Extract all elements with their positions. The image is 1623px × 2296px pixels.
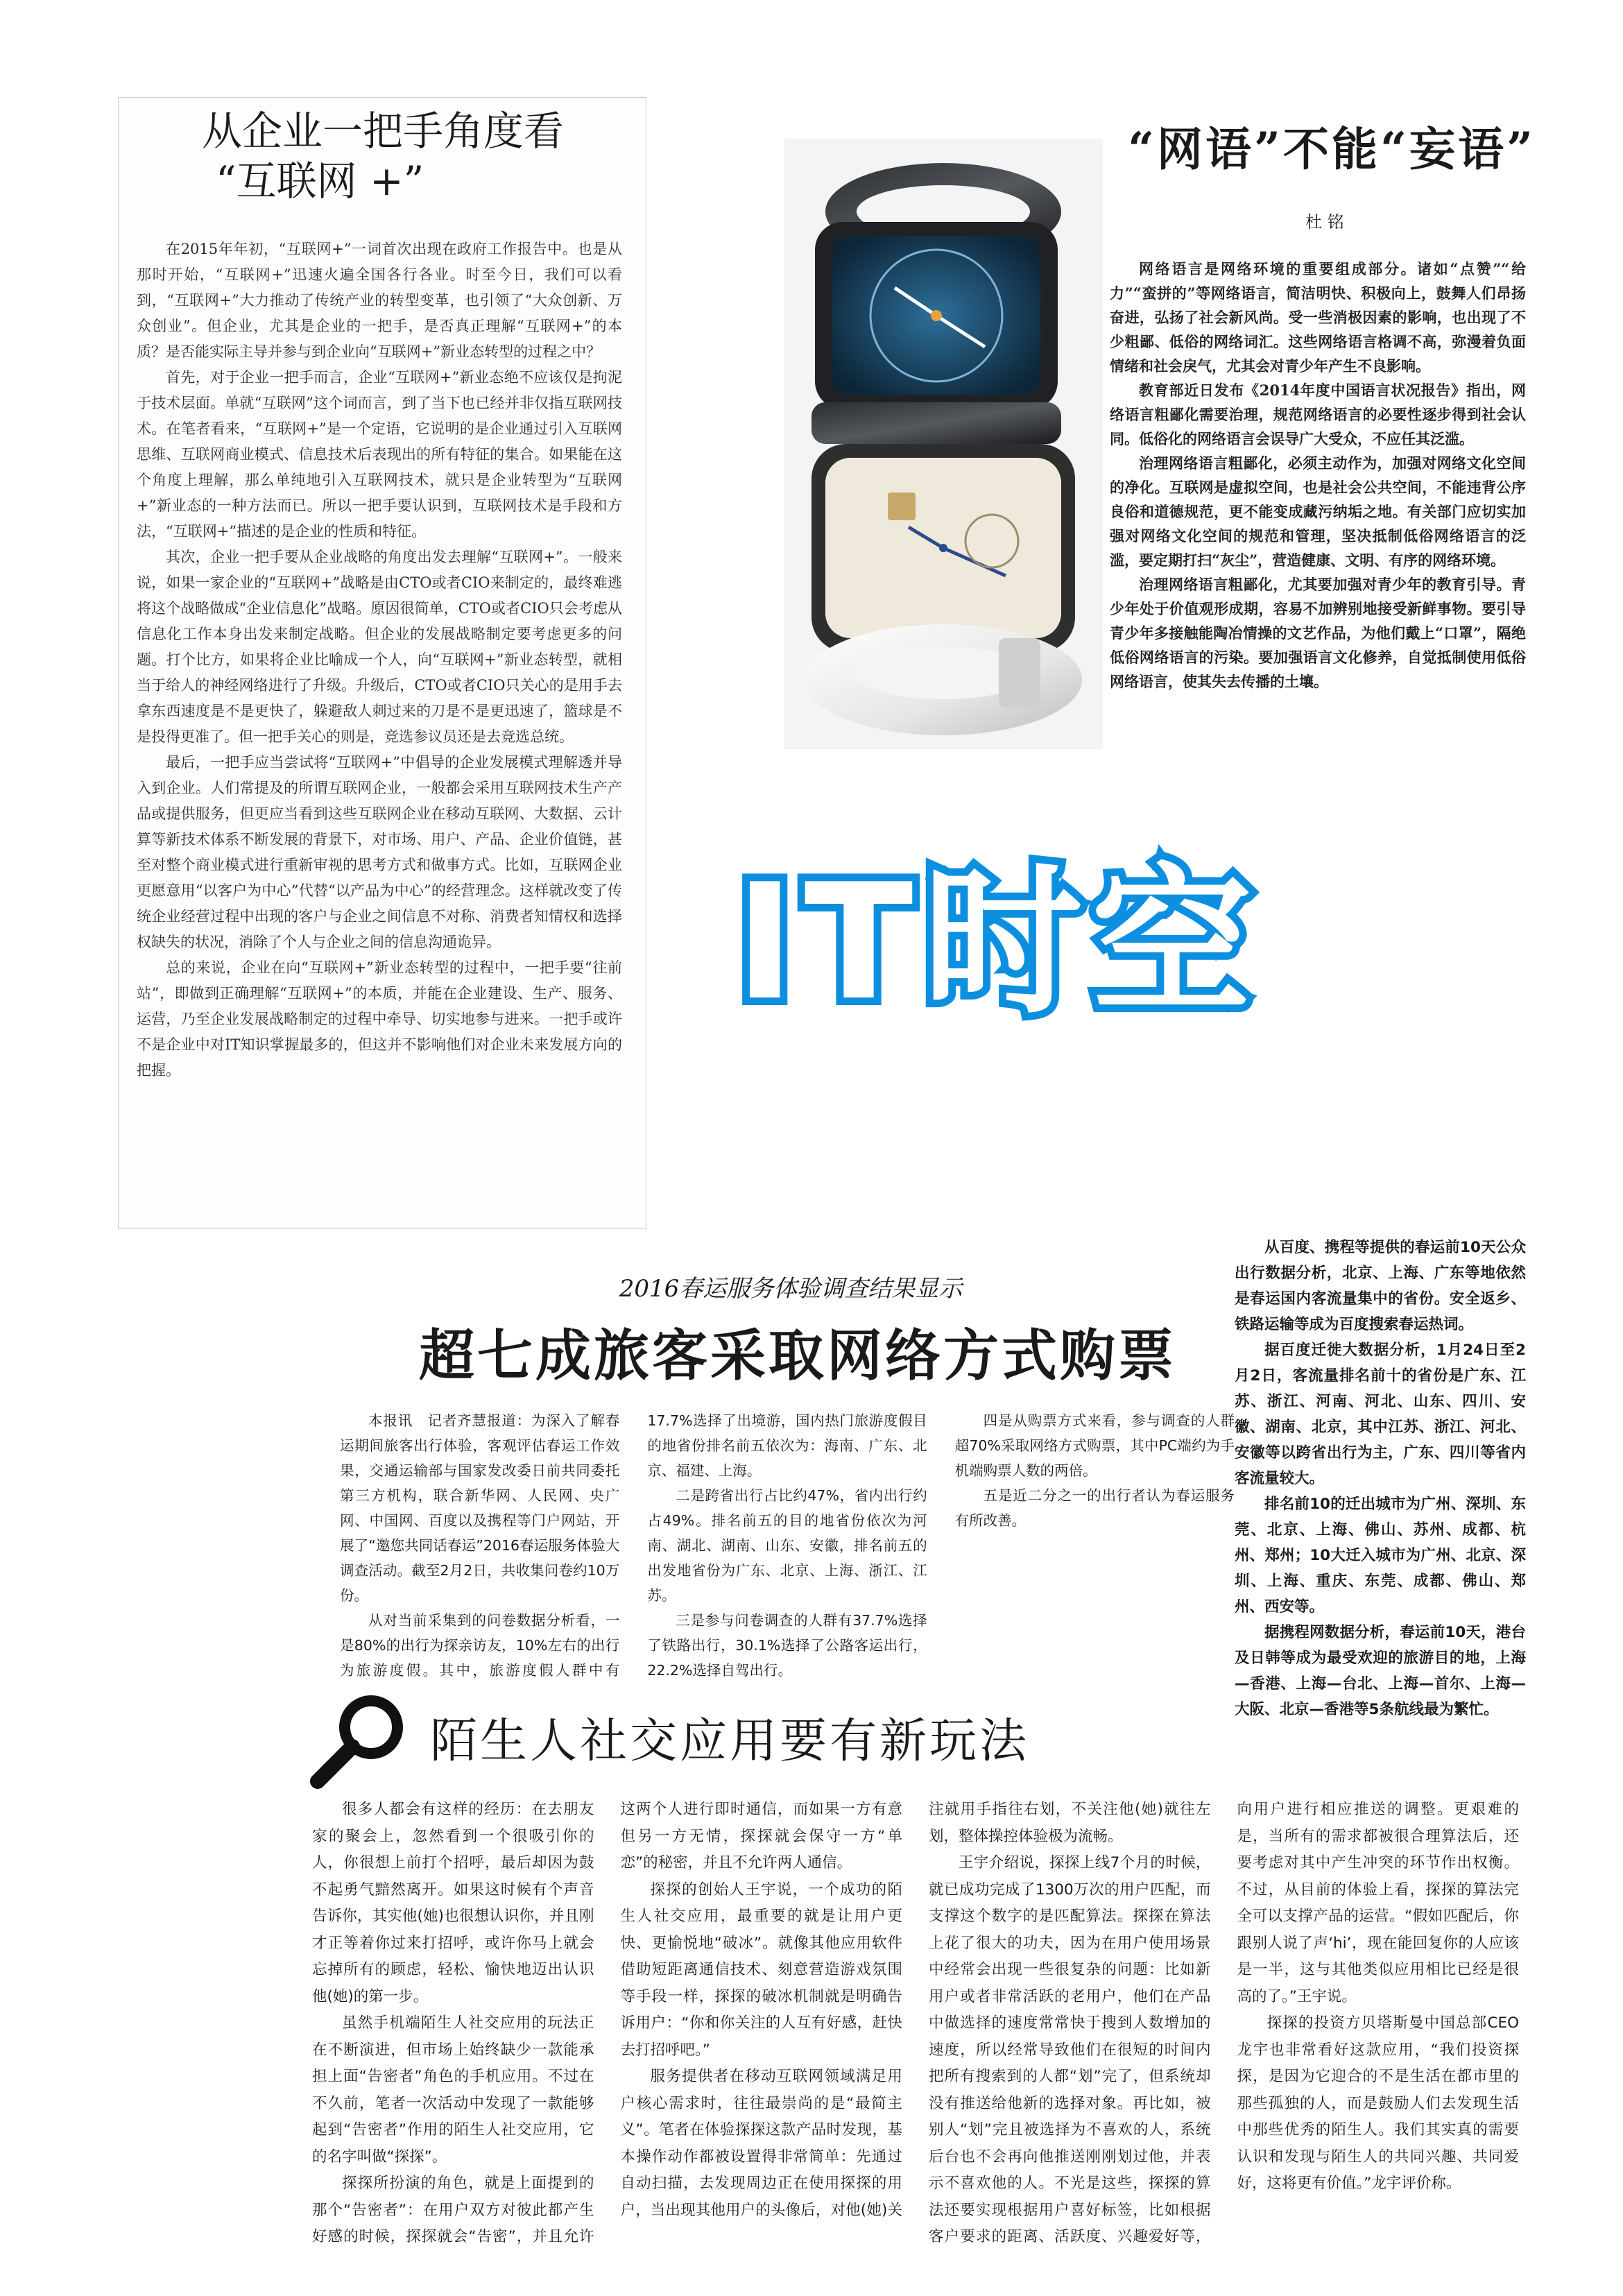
white-smartwatch-photo <box>784 444 1103 749</box>
paragraph: 治理网络语言粗鄙化，必须主动作为，加强对网络文化空间的净化。互联网是虚拟空间，也是社会公共空间，不能违背公序良俗和道德规范，更不能变成藏污纳垢之地。有关部门应切实加强对网络文化空间的规范和管理，坚决抵制低俗网络语言的泛滥，要定期打扫“灰尘”，营造健康、文明、有序的网络环境。 <box>1110 454 1526 569</box>
paragraph: 虽然手机端陌生人社交应用的玩法正在不断演进，但市场上始终缺少一款能承担上面“告密者”角色的手机应用。不过在不久前，笔者一次活动中发现了一款能够起到“告密者”作用的陌生人社交应用，它的名字叫做“探探”。 <box>312 2014 594 2166</box>
paragraph: 据携程网数据分析，春运前10天，港台及日韩等成为最受欢迎的旅游目的地，上海—香港、上海—台北、上海—首尔、上海—大阪、北京—香港等5条航线最为繁忙。 <box>1235 1624 1526 1718</box>
it-section-banner-text: IT时空 <box>735 850 1262 1036</box>
article-spring-travel-title: 超七成旅客采取网络方式购票 <box>419 1323 1176 1388</box>
paragraph: 探探所扮演的角色，就是上面提到的那个“告密者”：在用户双方对彼此都产生好感的时候，探探就会“告密”，并且允许这两个人进行即时通信，而如果一方有意但另一方无情，探探就会保守一方“单恋”的秘密，并且不允许两人通信。 <box>312 1801 902 2245</box>
paragraph: 在2015年年初，“互联网+”一词首次出现在政府工作报告中。也是从那时开始，“互联网+”迅速火遍全国各行各业。时至今日，我们可以看到，“互联网+”大力推动了传统产业的转型变革，也引领了“大众创新、万众创业”。但企业，尤其是企业的一把手，是否真正理解“互联网+”的本质？是否能实际主导并参与到企业向“互联网+”新业态转型的过程之中？ <box>137 241 622 360</box>
paragraph: 其次，企业一把手要从企业战略的角度出发去理解“互联网+”。一般来说，如果一家企业的“互联网+”战略是由CTO或者CIO来制定的，最终难逃将这个战略做成“企业信息化”战略。原因很简单，CTO或者CIO只会考虑从信息化工作本身出发来制定战略。但企业的发展战略制定要考虑更多的问题。打个比方，如果将企业比喻成一个人，向“互联网+”新业态转型，就相当于给人的神经网络进行了升级。升级后，CTO或者CIO只关心的是用手去拿东西速度是不是更快了，躲避敌人刺过来的刀是不是更迅速了，篮球是不是投得更准了。但一把手关心的则是，竞选参议员还是去竞选总统。 <box>137 549 622 745</box>
paragraph: 四是从购票方式来看，参与调查的人群超70%采取网络方式购票，其中PC端约为手机端购票人数的两倍。 <box>954 1412 1235 1479</box>
paragraph: 总的来说，企业在向“互联网+”新业态转型的过程中，一把手要“往前站”，即做到正确理解“互联网+”的本质，并能在企业建设、生产、服务、运营，乃至企业发展战略制定的过程中牵导、切实地参与进来。一把手或许不是企业中对IT知识掌握最多的，但这并不影响他们对企业未来发展方向的把握。 <box>137 959 622 1079</box>
article-internet-plus-title <box>202 106 632 206</box>
article-internet-plus-body <box>137 237 622 1222</box>
title-line-1: 从企业一把手角度看 <box>202 108 565 155</box>
article-internet-plus <box>118 97 646 1229</box>
paragraph: 探探的创始人王宇说，一个成功的陌生人社交应用，最重要的就是让用户更快、更愉悦地“破冰”。就像其他应用软件借助短距离通信技术、刻意营造游戏氛围等手段一样，探探的破冰机制就是明确告诉用户：“你和你关注的人互有好感，赶快去打招呼吧。” <box>620 1881 902 2059</box>
paragraph: 治理网络语言粗鄙化，尤其要加强对青少年的教育引导。青少年处于价值观形成期，容易不加辨别地接受新鲜事物。要引导青少年多接触能陶冶情操的文艺作品，为他们戴上“口罩”，隔绝低俗网络语言的污染。要加强语言文化修养，自觉抵制使用低俗网络语言，使其失去传播的土壤。 <box>1110 576 1526 690</box>
article-internet-language <box>1103 104 1547 812</box>
paragraph: 排名前10的迁出城市为广州、深圳、东莞、北京、上海、佛山、苏州、成都、杭州、郑州；10大迁入城市为广州、北京、深圳、上海、重庆、东莞、成都、佛山、郑州、西安等。 <box>1235 1496 1526 1616</box>
article-stranger-social-title: 陌生人社交应用要有新玩法 <box>430 1714 1030 1769</box>
paragraph: 本报讯 记者齐慧报道：为深入了解春运期间旅客出行体验，客观评估春运工作效果，交通运输部与国家发改委日前共同委托第三方机构，联合新华网、人民网、央广网、中国网、百度以及携程等门户网站，开展了“邀您共同话春运”2016春运服务体验大调查活动。截至2月2日，共收集问卷约10万份。 <box>340 1412 620 1604</box>
article-spring-travel-side <box>1235 1235 1526 1722</box>
paragraph: 王宇介绍说，探探上线7个月的时候，就已成功完成了1300万次的用户匹配，而支撑这个数字的是匹配算法。探探在算法上花了很大的功夫，因为在用户使用场景中经常会出现一些很复杂的问题：比如新用户或者非常活跃的老用户，他们在产品中做选择的速度常常快于搜到人数增加的速度，所以经常导致他们在很短的时间内把所有搜索到的人都“划”完了，但系统却没有推送给他新的选择对象。再比如，被别人“划”完且被选择为不喜欢的人，系统后台也不会再向他推送刚刚划过他，并表示不喜欢他的人。不光是这些，探探的算法还要实现根据用户喜好标签，比如根据客户要求的距离、活跃度、兴趣爱好等，向用户进行相应推送的调整。更艰难的是，当所有的需求都被很合理算法后，还要考虑对其中产生冲突的环节作出权衡。不过，从目前的体验上看，探探的算法完全可以支撑产品的运营。“假如匹配后，你跟别人说了声‘hi’，现在能回复你的人应该是一半，这与其他类似应用相比已经是很高的了。”王宇说。 <box>929 1801 1519 2245</box>
article-internet-language-title: “网语”不能“妄语” <box>1128 122 1536 176</box>
it-section-banner <box>721 791 1554 1117</box>
paragraph: 探探的投资方贝塔斯曼中国总部CEO龙宇也非常看好这款应用，“我们投资探探，是因为它迎合的不是生活在都市里的那些孤独的人，而是鼓励人们去发现生活中那些优秀的陌生人。我们其实真的需要认识和发现与陌生人的共同兴趣、共同爱好，这将更有价值。”龙宇评价称。 <box>1237 2014 1519 2192</box>
paragraph: 很多人都会有这样的经历：在去朋友家的聚会上，忽然看到一个很吸引你的人，你很想上前打个招呼，最后却因为鼓不起勇气黯然离开。如果这时候有个声音告诉你，其实他(她)也很想认识你，并且刚才正等着你过来打招呼，或许你马上就会忘掉所有的顾虑，轻松、愉快地迈出认识他(她)的第一步。 <box>312 1801 594 2005</box>
paragraph: 从百度、携程等提供的春运前10天公众出行数据分析，北京、上海、广东等地依然是春运国内客流量集中的省份。安全返乡、铁路运输等成为百度搜索春运热词。 <box>1235 1239 1526 1333</box>
title-line-2: “互联网 +” <box>216 157 424 205</box>
paragraph: 首先，对于企业一把手而言，企业“互联网+”新业态绝不应该仅是拘泥于技术层面。单就“互联网”这个词而言，到了当下也已经并非仅指互联网技术。在笔者看来，“互联网+”是一个定语，它说明的是企业通过引入互联网思维、互联网商业模式、信息技术后表现出的所有特征的集合。如果能在这个角度上理解，那么单纯地引入互联网技术，就只是企业转型为“互联网+”新业态的一种方法而已。所以一把手要认识到，互联网技术是手段和方法，“互联网+”描述的是企业的性质和特征。 <box>137 369 622 540</box>
article-internet-language-author: 杜 铭 <box>1305 212 1344 232</box>
paragraph: 五是近二分之一的出行者认为春运服务有所改善。 <box>954 1487 1235 1529</box>
magnifier-icon <box>305 1693 423 1797</box>
paragraph: 服务提供者在移动互联网领域满足用户核心需求时，往往最崇尚的是“最简主义”。笔者在体验探探这款产品时发现，基本操作动作都被设置得非常简单：先通过自动扫描，去发现周边正在使用探探的用户，当出现其他用户的头像后，对他(她)关注就用手指往右划，不关注他(她)就往左划，整体操控体验极为流畅。 <box>620 1801 1211 2219</box>
smartwatch-photo <box>784 139 1103 749</box>
article-spring-travel-kicker: 2016春运服务体验调查结果显示 <box>619 1275 963 1303</box>
paragraph: 据百度迁徙大数据分析，1月24日至2月2日，客流量排名前十的省份是广东、江苏、浙江、河南、河北、山东、四川、安徽、湖南、北京，其中江苏、浙江、河北、安徽等以跨省出行为主，广东、四川等省内客流量较大。 <box>1235 1342 1526 1487</box>
paragraph: 教育部近日发布《2014年度中国语言状况报告》指出，网络语言粗鄙化需要治理，规范网络语言的必要性逐步得到社会认同。低俗化的网络语言会误导广大受众，不应任其泛滥。 <box>1110 382 1526 447</box>
paragraph: 最后，一把手应当尝试将“互联网+”中倡导的企业发展模式理解透并导入到企业。人们常提及的所谓互联网企业，一般都会采用互联网技术生产产品或提供服务，但更应当看到这些互联网企业在移动互联网、大数据、云计算等新技术体系不断发展的背景下，对市场、用户、产品、企业价值链，甚至对整个商业模式进行重新审视的思考方式和做事方式。比如，互联网企业更愿意用“以客户为中心”代替“以产品为中心”的经营理念。这样就改变了传统企业经营过程中出现的客户与企业之间信息不对称、消费者知情权和选择权缺失的状况，消除了个人与企业之间的信息沟通诡异。 <box>137 754 622 950</box>
article-internet-language-body <box>1110 257 1526 694</box>
article-stranger-social-header <box>305 1693 1415 1783</box>
article-spring-travel-body <box>340 1408 1235 1699</box>
paragraph: 二是跨省出行占比约47%，省内出行约占49%。排名前五的目的地省份依次为河南、湖北、湖南、山东、安徽，排名前五的出发地省份为广东、北京、上海、浙江、江苏。 <box>647 1487 927 1604</box>
article-stranger-social-body <box>312 1797 1519 2254</box>
paragraph: 三是参与问卷调查的人群有37.7%选择了铁路出行，30.1%选择了公路客运出行，22.2%选择自驾出行。 <box>647 1612 927 1679</box>
paragraph: 网络语言是网络环境的重要组成部分。诸如“点赞”“给力”“蛮拼的”等网络语言，简洁明快、积极向上，鼓舞人们昂扬奋进，弘扬了社会新风尚。受一些消极因素的影响，也出现了不少粗鄙、低俗的网络词汇。这些网络语言格调不高，弥漫着负面情绪和社会戾气，尤其会对青少年产生不良影响。 <box>1110 260 1526 375</box>
paragraph: 从对当前采集到的问卷数据分析看，一是80%的出行为探亲访友，10%左右的出行为旅游度假。其中，旅游度假人群中有17.7%选择了出境游，国内热门旅游度假目的地省份排名前五依次为：海南、广东、北京、福建、上海。 <box>340 1412 927 1679</box>
